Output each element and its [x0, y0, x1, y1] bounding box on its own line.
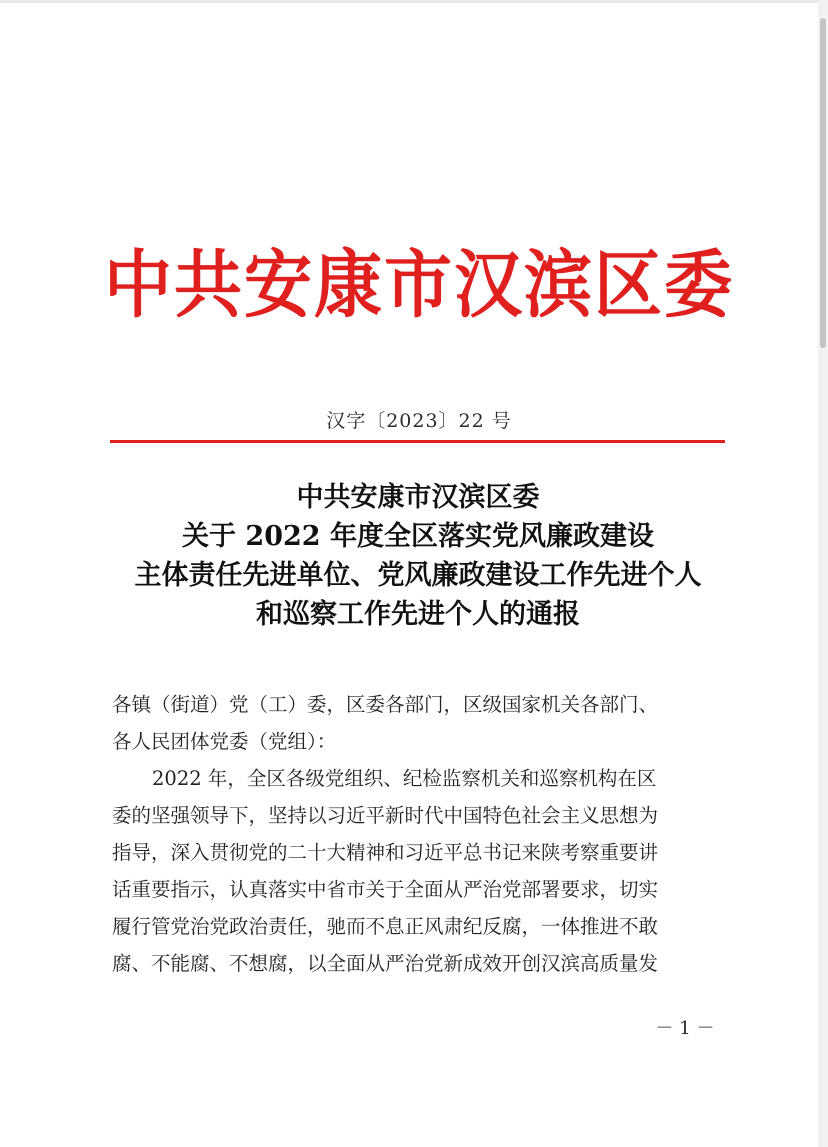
- title-line: 关于 2022 年度全区落实党风廉政建设: [182, 521, 654, 552]
- red-divider-line: [110, 440, 725, 443]
- body-line: 话重要指示，认真落实中省市关于全面从严治党部署要求，切实: [112, 878, 659, 901]
- viewer-top-edge: [0, 0, 828, 3]
- body-line: 指导，深入贯彻党的二十大精神和习近平总书记来陕考察重要讲: [112, 841, 659, 864]
- body-line: 委的坚强领导下，坚持以习近平新时代中国特色社会主义思想为: [112, 804, 659, 827]
- body-line: 履行管党治党政治责任，驰而不息正风肃纪反腐，一体推进不敢: [112, 915, 659, 938]
- title-line: 中共安康市汉滨区委: [296, 482, 540, 513]
- addressee-line: 各镇（街道）党（工）委，区委各部门，区级国家机关各部门、: [112, 693, 659, 716]
- title-line: 和巡察工作先进个人的通报: [256, 599, 580, 630]
- title-line: 主体责任先进单位、党风廉政建设工作先进个人: [134, 560, 702, 591]
- addressee-line: 各人民团体党委（党组）：: [112, 730, 337, 753]
- document-title: [100, 478, 736, 634]
- page-number: － 1 －: [655, 1018, 715, 1039]
- document-body: [112, 686, 738, 982]
- vertical-scrollbar[interactable]: [818, 0, 828, 1147]
- body-line: 2022 年，全区各级党组织、纪检监察机关和巡察机构在区: [152, 767, 657, 790]
- body-line: 腐、不能腐、不想腐，以全面从严治党新成效开创汉滨高质量发: [112, 952, 659, 975]
- issuer-header: 中共安康市汉滨区委: [103, 242, 734, 329]
- document-number: 汉字〔2023〕22 号: [326, 410, 512, 432]
